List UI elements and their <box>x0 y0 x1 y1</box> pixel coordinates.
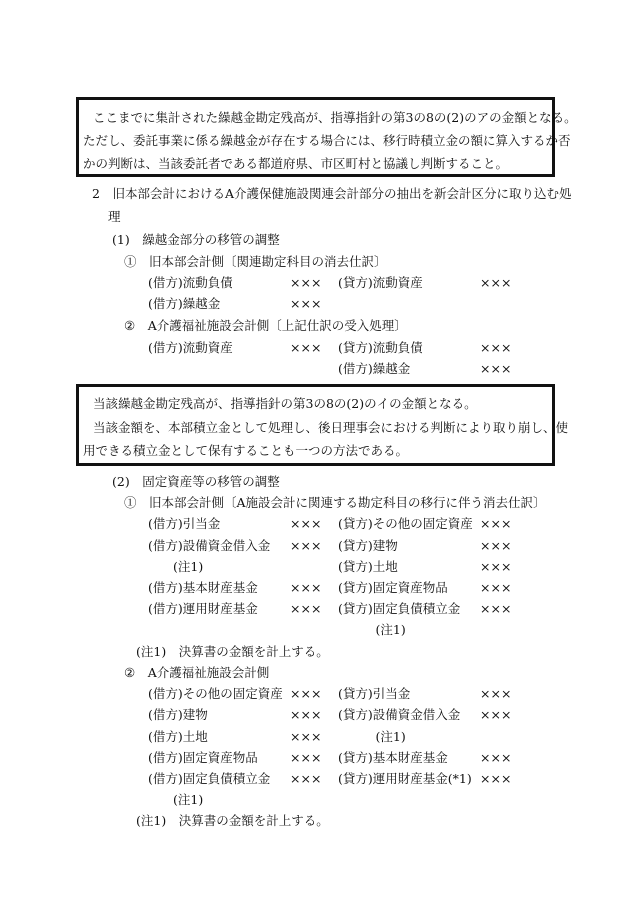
notice-box-2 <box>76 384 569 466</box>
entry-debit: (借方)引当金 <box>148 516 221 531</box>
notice-box-1 <box>76 97 577 177</box>
footnote: (注1) 決算書の金額を計上する。 <box>136 644 329 659</box>
entry-debit-value: ××× <box>290 601 322 616</box>
entry-credit: (貸方)固定資産物品 <box>338 580 448 595</box>
entry-debit: (借方)土地 <box>148 729 208 744</box>
entry-credit: (借方)繰越金 <box>338 361 411 376</box>
entry-credit-value: ××× <box>480 361 512 376</box>
entry-credit: (貸方)引当金 <box>338 686 411 701</box>
section-2-heading-line-2: 理 <box>108 209 121 224</box>
sub-1-title: (1) 繰越金部分の移管の調整 <box>112 232 280 247</box>
entry-credit: (貸方)基本財産基金 <box>338 750 448 765</box>
entry-debit-value: ××× <box>290 538 322 553</box>
entry-credit-value: ××× <box>480 771 512 786</box>
entry-credit-value: ××× <box>480 516 512 531</box>
entry-debit-value: ××× <box>290 771 322 786</box>
notice-2-line-3: 用できる積立金として保有することも一つの方法である。 <box>83 443 409 458</box>
entry-debit: (借方)流動負債 <box>148 275 233 290</box>
entry-credit: (貸方)運用財産基金(*1) <box>338 771 472 786</box>
entry-debit-value: ××× <box>290 707 322 722</box>
entry-credit-value: ××× <box>480 538 512 553</box>
entry-debit-value: ××× <box>290 516 322 531</box>
entry-note-ref: (注1) <box>148 792 204 807</box>
notice-2-line-1: 当該繰越金勘定残高が、指導指針の第3の8の(2)のイの金額となる。 <box>93 396 477 411</box>
entry-debit: (借方)流動資産 <box>148 340 233 355</box>
sub-1-item-2-title: ② A介護福祉施設会計側〔上記仕訳の受入処理〕 <box>124 318 407 333</box>
entry-debit: (借方)運用財産基金 <box>148 601 258 616</box>
entry-note-ref: (注1) <box>338 622 406 637</box>
sub-2-item-2-title: ② A介護福祉施設会計側 <box>124 665 270 680</box>
entry-note-ref: (注1) <box>338 729 406 744</box>
entry-credit: (貸方)建物 <box>338 538 398 553</box>
entry-debit-value: ××× <box>290 340 322 355</box>
entry-credit: (貸方)その他の固定資産 <box>338 516 473 531</box>
entry-debit-value: ××× <box>290 729 322 744</box>
sub-1-item-1-title: ① 旧本部会計側〔関連勘定科目の消去仕訳〕 <box>124 254 387 269</box>
entry-credit: (貸方)固定負債積立金 <box>338 601 461 616</box>
notice-1-line-3: かの判断は、当該委託者である都道府県、市区町村と協議し判断すること。 <box>83 156 509 171</box>
entry-debit-value: ××× <box>290 275 322 290</box>
entry-debit: (借方)繰越金 <box>148 296 221 311</box>
entry-debit-value: ××× <box>290 686 322 701</box>
notice-1-line-1: ここまでに集計された繰越金勘定残高が、指導指針の第3の8の(2)のアの金額となる。 <box>93 110 577 125</box>
section-2-heading-line-1: 2 旧本部会計におけるA介護保健施設関連会計部分の抽出を新会計区分に取り込む処 <box>92 186 572 201</box>
entry-debit-value: ××× <box>290 580 322 595</box>
entry-credit-value: ××× <box>480 686 512 701</box>
entry-note-ref: (注1) <box>148 559 204 574</box>
entry-debit: (借方)設備資金借入金 <box>148 538 271 553</box>
entry-debit: (借方)固定資産物品 <box>148 750 258 765</box>
entry-debit-value: ××× <box>290 750 322 765</box>
entry-debit: (借方)基本財産基金 <box>148 580 258 595</box>
entry-credit-value: ××× <box>480 750 512 765</box>
entry-credit-value: ××× <box>480 559 512 574</box>
entry-credit-value: ××× <box>480 275 512 290</box>
entry-credit-value: ××× <box>480 580 512 595</box>
entry-credit-value: ××× <box>480 707 512 722</box>
entry-credit: (貸方)土地 <box>338 559 398 574</box>
notice-1-line-2: ただし、委託事業に係る繰越金が存在する場合には、移行時積立金の額に算入するか否 <box>83 133 571 148</box>
entry-debit: (借方)建物 <box>148 707 208 722</box>
entry-debit-value: ××× <box>290 296 322 311</box>
entry-debit: (借方)固定負債積立金 <box>148 771 271 786</box>
sub-2-title: (2) 固定資産等の移管の調整 <box>112 474 280 489</box>
notice-2-line-2: 当該金額を、本部積立金として処理し、後日理事会における判断により取り崩し、使 <box>93 420 569 435</box>
entry-credit: (貸方)設備資金借入金 <box>338 707 461 722</box>
entry-credit: (貸方)流動資産 <box>338 275 423 290</box>
sub-2-item-1-title: ① 旧本部会計側〔A施設会計に関連する勘定科目の移行に伴う消去仕訳〕 <box>124 495 546 510</box>
entry-credit: (貸方)流動負債 <box>338 340 423 355</box>
entry-credit-value: ××× <box>480 340 512 355</box>
entry-credit-value: ××× <box>480 601 512 616</box>
footnote: (注1) 決算書の金額を計上する。 <box>136 813 329 828</box>
entry-debit: (借方)その他の固定資産 <box>148 686 283 701</box>
